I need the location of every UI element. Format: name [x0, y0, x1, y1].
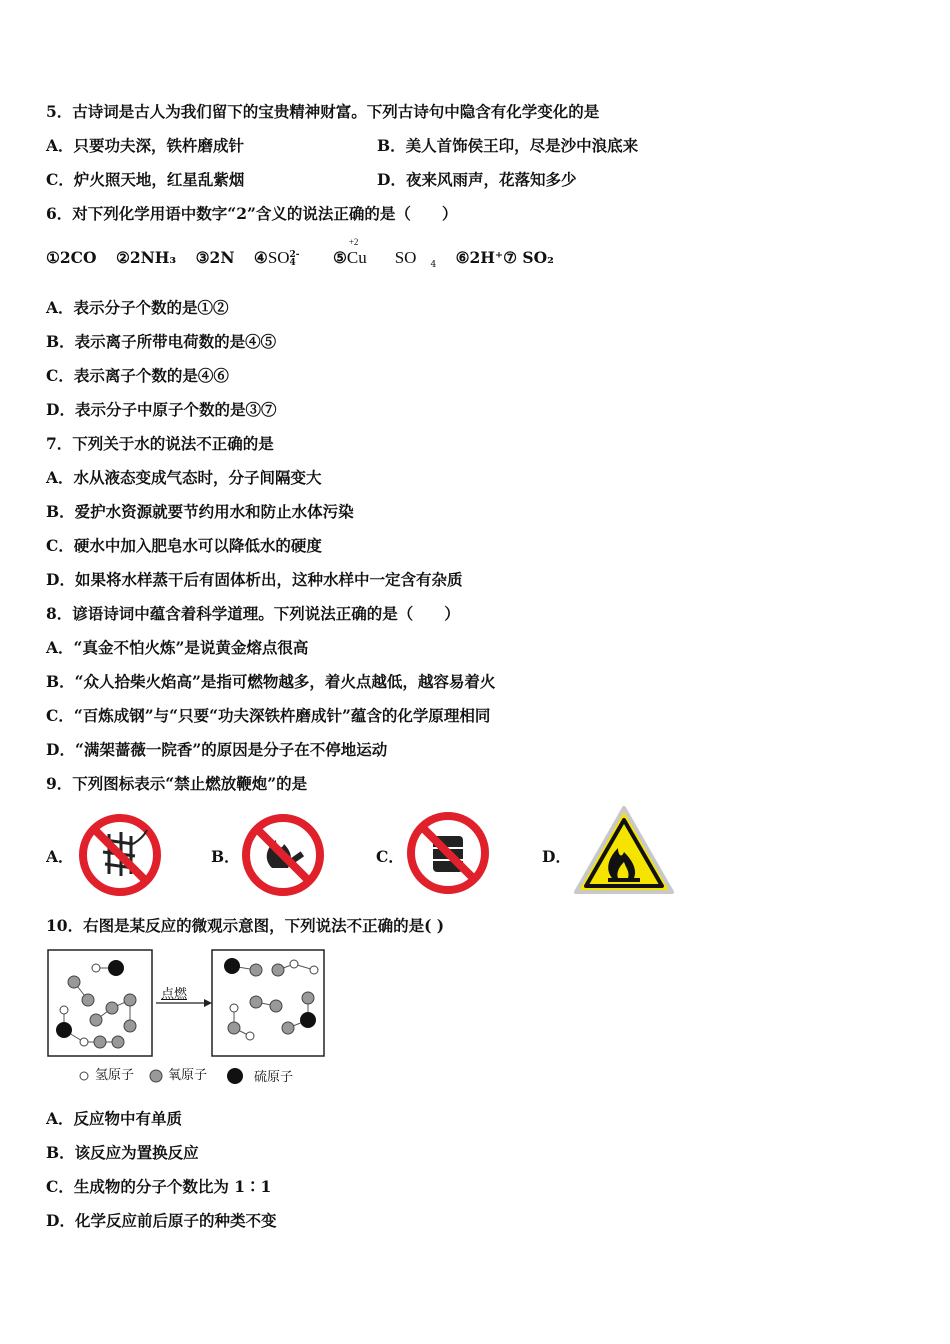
q7-option-d: D．如果将水样蒸干后有固体析出，这种水样中一定含有杂质: [46, 570, 463, 589]
q6-option-b: B．表示离子所带电荷数的是④⑤: [46, 332, 277, 351]
legend-oxygen: 氧原子: [168, 1068, 208, 1083]
q9-option-d: D．: [542, 847, 571, 866]
formula-5-cu: Cu: [346, 248, 367, 267]
flammable-warning-icon: [572, 804, 676, 898]
formula-6-7: ⑥2H⁺⑦ SO₂: [455, 248, 554, 267]
formula-4: [254, 248, 314, 267]
legend-oxygen-marker: [150, 1070, 162, 1082]
formula-5: [332, 237, 437, 271]
no-fire-icon: [238, 810, 328, 900]
q10-stem: 10．右图是某反应的微观示意图，下列说法不正确的是( ): [46, 916, 445, 935]
q7-option-c: C．硬水中加入肥皂水可以降低水的硬度: [46, 536, 322, 555]
no-firecrackers-icon: [75, 810, 165, 900]
q5-option-b: B．美人首饰侯王印，尽是沙中浪底来: [377, 136, 639, 155]
legend-sulfur-marker: [227, 1068, 243, 1084]
formula-4-number: ④: [253, 248, 268, 267]
q5-option-c: C．炉火照天地，红星乱紫烟: [46, 170, 245, 189]
q6-option-c: C．表示离子个数的是④⑥: [46, 366, 229, 385]
q6-option-d: D．表示分子中原子个数的是③⑦: [46, 400, 277, 419]
legend-sulfur: 硫原子: [254, 1070, 294, 1085]
q8-option-b: B．“众人拾柴火焰高”是指可燃物越多，着火点越低，越容易着火: [46, 672, 496, 691]
q9-option-a: A．: [46, 847, 74, 866]
q10-option-d: D．化学反应前后原子的种类不变: [46, 1211, 277, 1230]
formula-5-so: SO: [394, 248, 417, 267]
q6-option-a: A．表示分子个数的是①②: [46, 298, 229, 317]
formula-5-valence: +2: [348, 237, 359, 247]
no-flammable-barrel-icon: [403, 808, 493, 898]
formula-4-main: SO: [267, 248, 290, 267]
q5-stem: 5．古诗词是古人为我们留下的宝贵精神财富。下列古诗句中隐含有化学变化的是: [46, 102, 600, 121]
q7-option-a: A．水从液态变成气态时，分子间隔变大: [46, 468, 322, 487]
formula-3: ③2N: [195, 248, 235, 267]
q9-option-c: C．: [376, 847, 404, 866]
formula-1: ①2CO: [46, 248, 97, 267]
q9-option-b: B．: [211, 847, 240, 866]
arrow-label: 点燃: [161, 987, 188, 1002]
q7-option-b: B．爱护水资源就要节约用水和防止水体污染: [46, 502, 354, 521]
formula-4-subscript: 4: [289, 258, 296, 268]
q6-formula-row: [46, 237, 568, 271]
q8-stem: 8．谚语诗词中蕴含着科学道理。下列说法正确的是（ ）: [46, 604, 460, 623]
legend-hydrogen-marker: [80, 1072, 88, 1080]
q7-stem: 7．下列关于水的说法不正确的是: [46, 434, 274, 453]
formula-5-number: ⑤: [332, 248, 347, 267]
q10-option-a: A．反应物中有单质: [46, 1109, 183, 1128]
q8-option-c: C．“百炼成钢”与“只要“功夫深铁杵磨成针”蕴含的化学原理相同: [46, 706, 491, 725]
q5-option-d: D．夜来风雨声，花落知多少: [377, 170, 577, 189]
q8-option-d: D．“满架蔷薇一院香”的原因是分子在不停地运动: [46, 740, 388, 759]
q5-option-a: A．只要功夫深，铁杵磨成针: [46, 136, 245, 155]
q8-option-a: A．“真金不怕火炼”是说黄金熔点很高: [46, 638, 309, 657]
formula-5-subscript: 4: [430, 260, 437, 271]
q6-stem: 6．对下列化学用语中数字“2”含义的说法正确的是（ ）: [46, 204, 458, 223]
formula-4-charge: 2-: [289, 250, 300, 260]
q9-stem: 9．下列图标表示“禁止燃放鞭炮”的是: [46, 774, 308, 793]
q10-option-c: C．生成物的分子个数比为 1∶1: [46, 1177, 272, 1196]
q10-option-b: B．该反应为置换反应: [46, 1143, 199, 1162]
formula-2: ②2NH₃: [115, 248, 177, 267]
legend-hydrogen: 氢原子: [95, 1068, 135, 1083]
